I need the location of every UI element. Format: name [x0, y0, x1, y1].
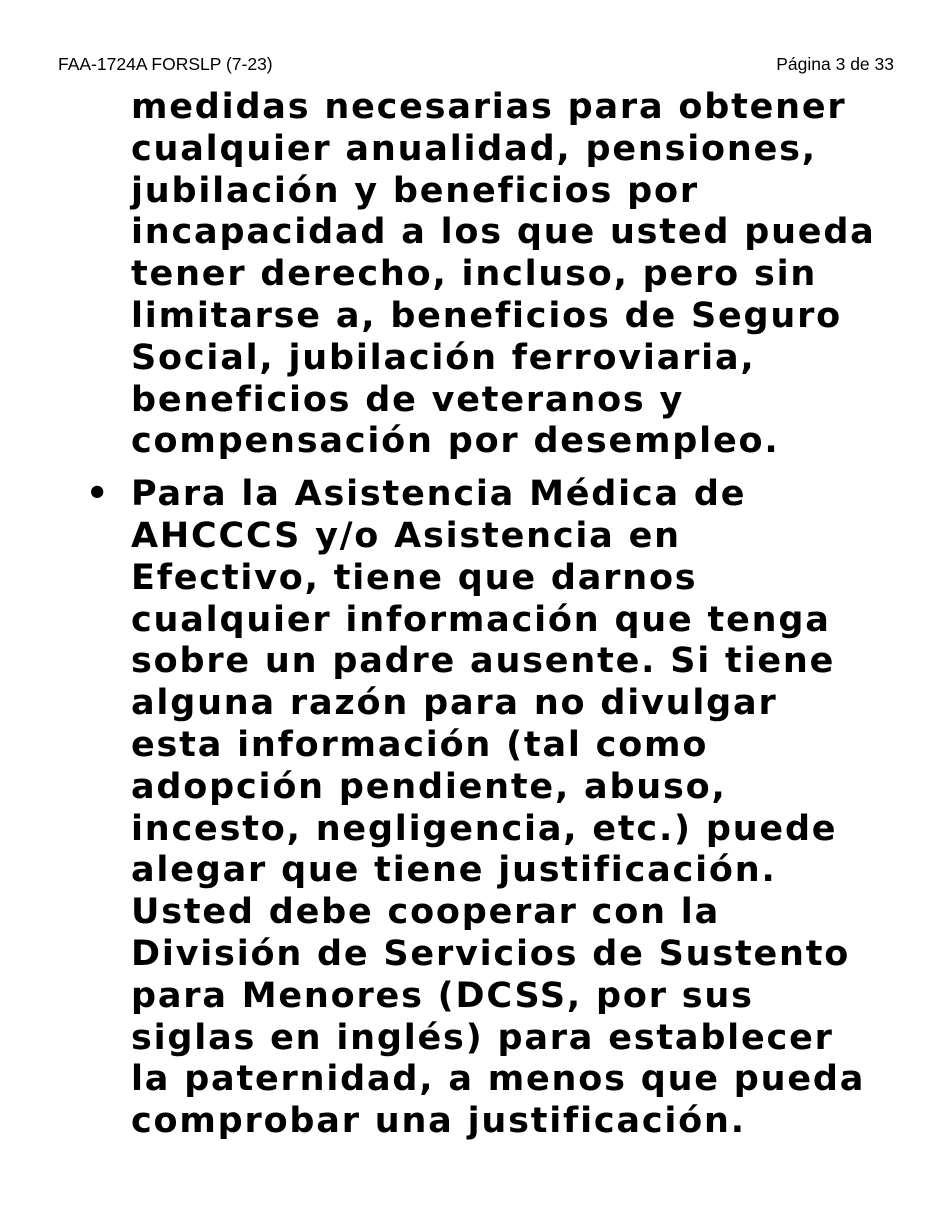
bullet-icon: • — [86, 474, 111, 515]
text-line: compensación por desempleo. — [131, 421, 780, 462]
text-line: cualquier anualidad, pensiones, — [131, 128, 817, 169]
document-body — [86, 87, 921, 1143]
text-line: incesto, negligencia, etc.) puede — [131, 808, 838, 849]
page-header — [58, 52, 894, 76]
text-line: tener derecho, incluso, pero sin — [131, 254, 818, 295]
page-number: Página 3 de 33 — [776, 54, 894, 74]
text-line: Usted debe cooperar con la — [131, 892, 720, 933]
text-line: División de Servicios de Sustento — [131, 933, 851, 974]
text-line: para Menores (DCSS, por sus — [131, 975, 754, 1016]
text-line: Efectivo, tiene que darnos — [131, 557, 698, 598]
form-id: FAA-1724A FORSLP (7-23) — [58, 54, 273, 74]
text-line: alguna razón para no divulgar — [131, 683, 778, 724]
text-line: beneficios de veteranos y — [131, 379, 685, 420]
text-line: Social, jubilación ferroviaria, — [131, 337, 756, 378]
text-line: cualquier información que tenga — [131, 599, 831, 640]
text-line: sobre un padre ausente. Si tiene — [131, 641, 836, 682]
text-line: alegar que tiene justificación. — [131, 850, 777, 891]
text-line: incapacidad a los que usted pueda — [131, 212, 876, 253]
text-line: esta información (tal como — [131, 724, 709, 765]
text-line: la paternidad, a menos que pueda — [131, 1059, 866, 1100]
text-line: AHCCCS y/o Asistencia en — [131, 515, 681, 556]
text-line: medidas necesarias para obtener — [131, 87, 847, 127]
text-line: jubilación y beneficios por — [131, 170, 699, 211]
text-line: comprobar una justificación. — [131, 1101, 746, 1142]
text-line: limitarse a, beneficios de Seguro — [131, 295, 843, 336]
list-item — [86, 474, 921, 1143]
text-line: Para la Asistencia Médica de — [131, 474, 747, 515]
text-line: siglas en inglés) para establecer — [131, 1017, 834, 1058]
text-line: adopción pendiente, abuso, — [131, 766, 727, 807]
continued-paragraph — [131, 87, 921, 463]
